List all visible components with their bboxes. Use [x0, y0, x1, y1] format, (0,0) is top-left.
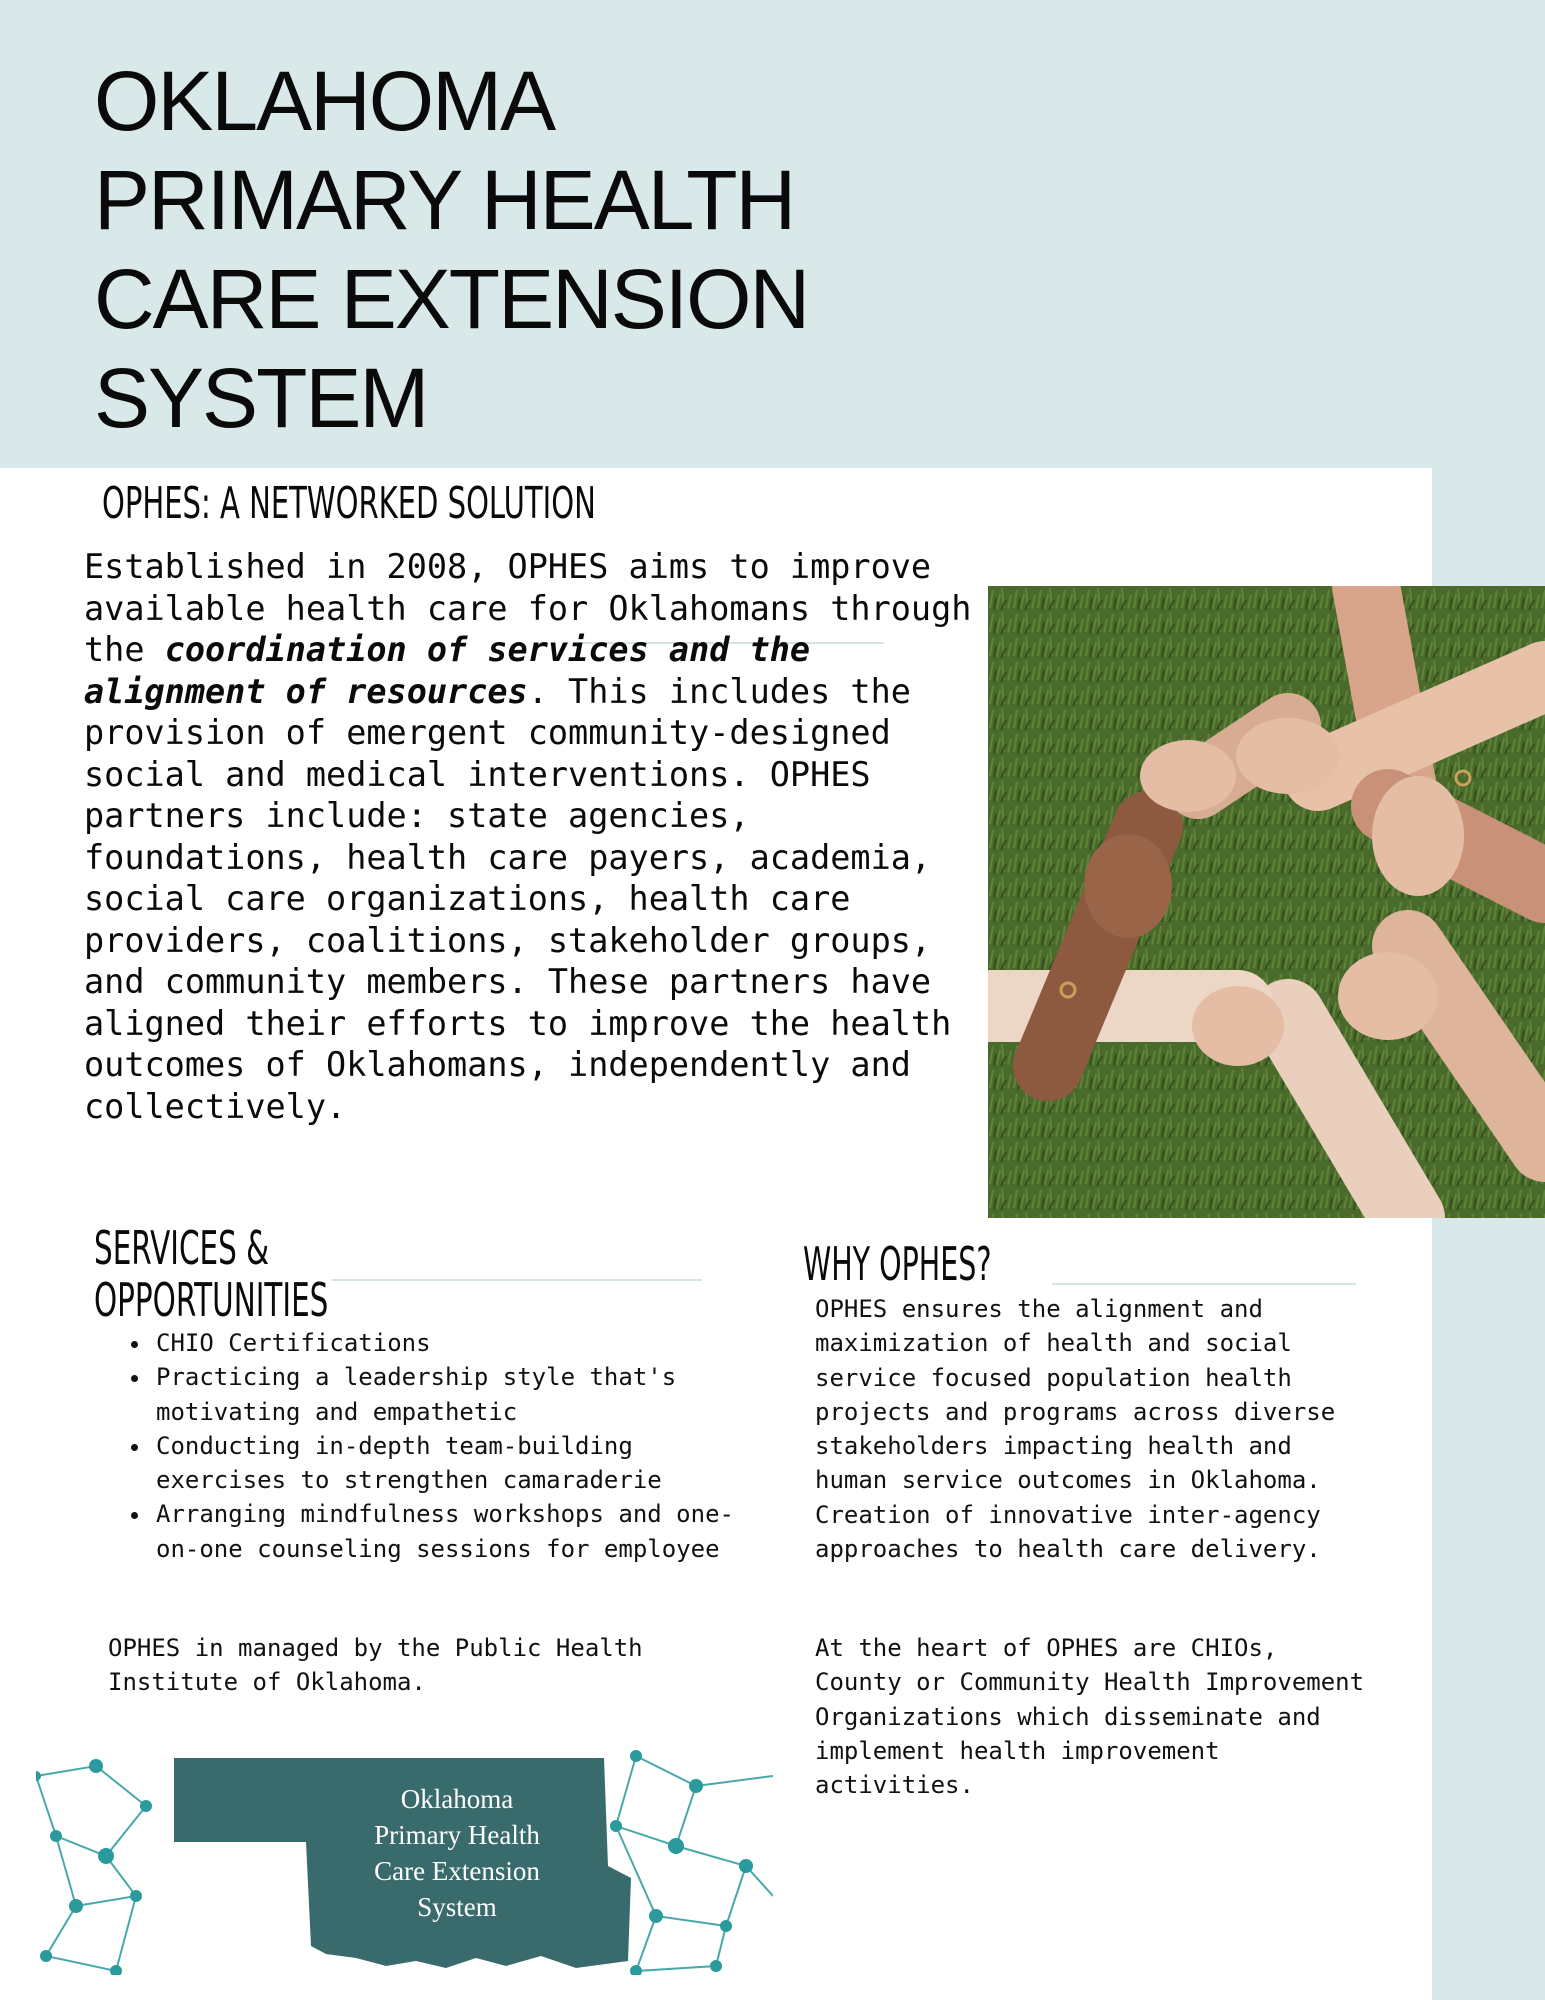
divider-line: [332, 1279, 702, 1281]
services-list: [112, 1326, 772, 1566]
list-item: • Arranging mindfulness workshops and one-on-one counseling sessions for employee: [152, 1497, 772, 1566]
logo-text-line: Care Extension: [374, 1856, 540, 1886]
list-item: • Conducting in-depth team-building exercises to strengthen camaraderie: [152, 1429, 772, 1498]
title-line: PRIMARY HEALTH: [94, 153, 795, 247]
title-line: SYSTEM: [94, 351, 428, 445]
services-heading-line: SERVICES &: [94, 1221, 270, 1275]
intro-text-continued: . This includes the provision of emergent community-designed social and medical interventions. OPHES partners include: state agencies, foundations, health care payers, academia, social care organizations, health care providers, coalitions, stakeholder groups, and community members. These partners have aligned their efforts to improve the health outcomes of Oklahomans, independently and collectively.: [84, 671, 952, 1126]
page-title: [94, 52, 808, 448]
logo-text-line: System: [417, 1892, 497, 1922]
services-heading: [94, 1222, 328, 1326]
intro-text: Established in 2008, OPHES aims to improve available health care for Oklahomans through the: [84, 547, 972, 669]
intro-paragraph: [84, 546, 984, 1127]
title-line: OKLAHOMA: [94, 54, 555, 148]
ophes-logo: [36, 1746, 773, 1975]
title-line: CARE EXTENSION: [94, 252, 809, 346]
services-heading-line: OPPORTUNITIES: [94, 1273, 329, 1327]
list-item: • CHIO Certifications: [152, 1326, 772, 1360]
chio-paragraph: At the heart of OPHES are CHIOs, County or Community Health Improvement Organizations which disseminate and implement health improvement activities.: [815, 1634, 1365, 1800]
logo-text-line: Primary Health: [374, 1820, 540, 1850]
joined-hands-photo: [988, 586, 1545, 1218]
intro-emphasis: coordination of services and the alignment of resources: [84, 630, 811, 711]
networked-solution-heading: OPHES: A NETWORKED SOLUTION: [102, 478, 596, 529]
managed-by-text: OPHES in managed by the Public Health Institute of Oklahoma.: [108, 1634, 643, 1697]
list-item: • Practicing a leadership style that's motivating and empathetic: [152, 1360, 772, 1429]
why-ophes-paragraph: OPHES ensures the alignment and maximization of health and social service focused population health projects and programs across diverse stakeholders impacting health and human service outcomes in Oklahoma. Creation of innovative inter-agency approaches to health care delivery.: [815, 1295, 1336, 1564]
why-ophes-heading: WHY OPHES?: [803, 1237, 992, 1291]
divider-line: [1052, 1283, 1356, 1285]
logo-text-line: Oklahoma: [400, 1784, 514, 1814]
